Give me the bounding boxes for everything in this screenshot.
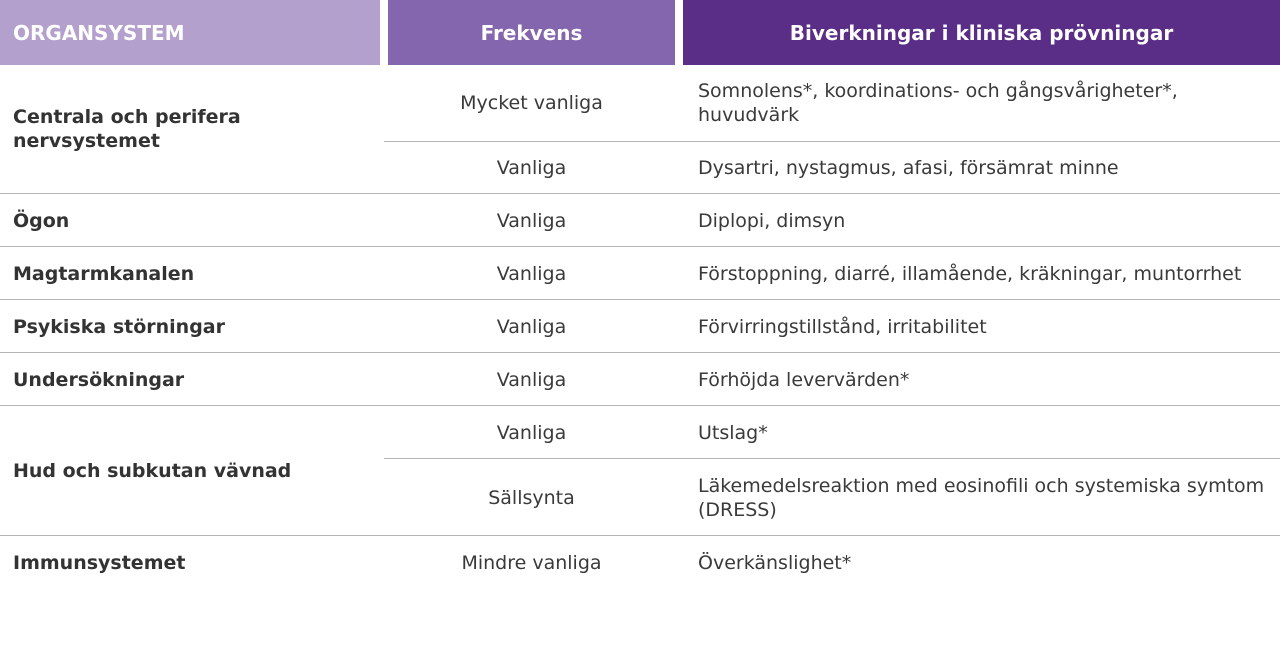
organ-cell: Ögon xyxy=(13,209,70,232)
frequency-cell: Vanliga xyxy=(496,421,567,444)
organ-cell: Centrala och perifera nervsystemet xyxy=(13,106,241,152)
organ-cell: Psykiska störningar xyxy=(13,315,225,338)
effects-cell: Förhöjda levervärden* xyxy=(698,368,910,391)
organ-cell: Immunsystemet xyxy=(13,552,186,574)
effects-cell: Förvirringstillstånd, irritabilitet xyxy=(698,315,987,338)
frequency-cell: Vanliga xyxy=(496,262,567,285)
frequency-cell: Mindre vanliga xyxy=(461,552,602,574)
frequency-cell: Vanliga xyxy=(496,315,567,338)
frequency-cell: Sällsynta xyxy=(488,486,575,509)
effects-cell: Förstoppning, diarré, illamående, kräkningar, muntorrhet xyxy=(698,262,1242,285)
effects-cell: Läkemedelsreaktion med eosinofili och systemiska symtom (DRESS) xyxy=(698,474,1265,521)
organ-cell: Undersökningar xyxy=(13,368,185,391)
effects-cell: Dysartri, nystagmus, afasi, försämrat minne xyxy=(698,157,1119,179)
organ-cell: Hud och subkutan vävnad xyxy=(13,460,292,482)
frequency-cell: Mycket vanliga xyxy=(460,92,603,114)
organ-cell: Magtarmkanalen xyxy=(13,262,195,285)
effects-cell: Utslag* xyxy=(698,421,768,444)
frequency-cell: Vanliga xyxy=(496,368,567,391)
frequency-cell: Vanliga xyxy=(496,157,567,179)
effects-cell: Diplopi, dimsyn xyxy=(698,209,846,232)
effects-cell: Överkänslighet* xyxy=(698,552,852,574)
frequency-cell: Vanliga xyxy=(496,209,567,232)
header-organ-system: ORGANSYSTEM xyxy=(0,0,380,65)
header-frequency: Frekvens xyxy=(388,0,675,65)
header-side-effects: Biverkningar i kliniska prövningar xyxy=(683,0,1280,65)
effects-cell: Somnolens*, koordinations- och gångsvårigheter*, huvudvärk xyxy=(698,80,1178,126)
